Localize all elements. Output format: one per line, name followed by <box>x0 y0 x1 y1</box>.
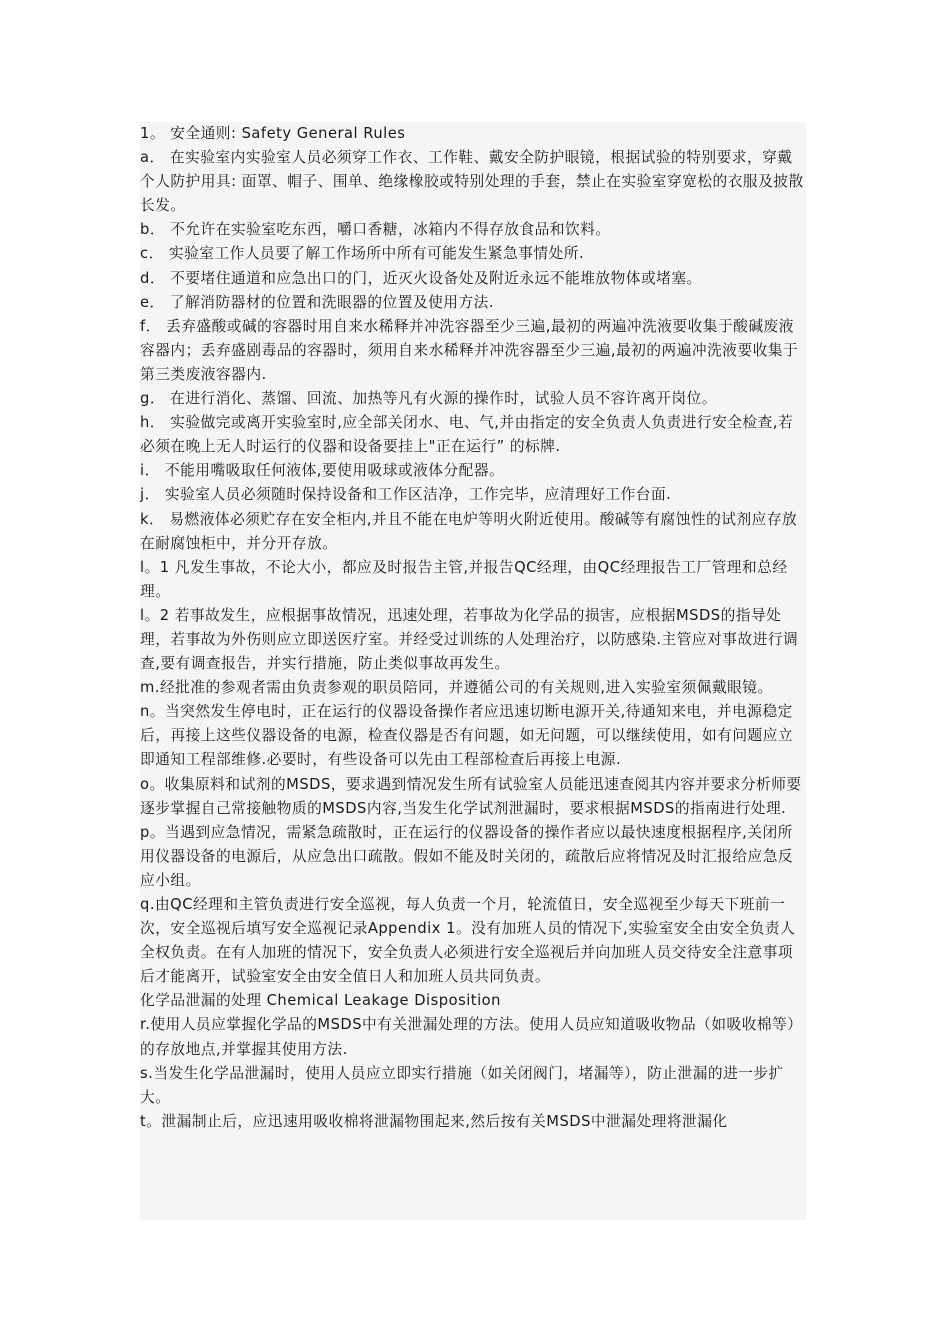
document-text-block <box>140 122 806 1220</box>
rule-d: d． 不要堵住通道和应急出口的门，近灭火设备处及附近永远不能堆放物体或堵塞。 <box>140 269 702 287</box>
rule-a: a． 在实验室内实验室人员必须穿工作衣、工作鞋、戴安全防护眼镜，根据试验的特别要求，穿戴个人防护用具: 面罩、帽子、围单、绝缘橡胶或特别处理的手套，禁止在实验室穿宽松的衣服及披散长发。 <box>140 149 804 215</box>
rule-h: h． 实验做完或离开实验室时,应全部关闭水、电、气,并由指定的安全负责人负责进行安全检查,若必须在晚上无人时运行的仪器和设备要挂上"正在运行” 的标牌. <box>140 414 794 456</box>
section-heading-chemical-leakage: 化学品泄漏的处理 Chemical Leakage Disposition <box>140 992 501 1010</box>
rule-i: i． 不能用嘴吸取任何液体,要使用吸球或液体分配器。 <box>140 462 505 480</box>
rule-l2: l。2 若事故发生，应根据事故情况，迅速处理，若事故为化学品的损害，应根据MSDS的指导处理，若事故为外伤则应立即送医疗室。并经受过训练的人处理治疗，以防感染.主管应对事故进行调查,要有调查报告，并实行措施，防止类似事故再发生。 <box>140 606 799 673</box>
rule-t: t。泄漏制止后，应迅速用吸收棉将泄漏物围起来,然后按有关MSDS中泄漏处理将泄漏化 <box>140 1112 728 1130</box>
rule-e: e． 了解消防器材的位置和洗眼器的位置及使用方法. <box>140 293 494 311</box>
rule-s: s.当发生化学品泄漏时，使用人员应立即实行措施（如关闭阀门，堵漏等），防止泄漏的进一步扩大。 <box>140 1064 784 1106</box>
rule-p: p。当遇到应急情况，需紧急疏散时，正在运行的仪器设备的操作者应以最快速度根据程序,关闭所用仪器设备的电源后，从应急出口疏散。假如不能及时关闭的，疏散后应将情况及时汇报给应急反应小组。 <box>140 823 794 889</box>
rule-n: n。当突然发生停电时，正在运行的仪器设备操作者应迅速切断电源开关,待通知来电，并电源稳定后，再接上这些仪器设备的电源，检查仪器是否有问题，如无问题，可以继续使用，如有问题应立即通知工程部维修.必要时，有些设备可以先由工程部检查后再接上电源. <box>140 703 794 769</box>
rule-o: o。收集原料和试剂的MSDS，要求遇到情况发生所有试验室人员能迅速查阅其内容并要求分析师要逐步掌握自己常接触物质的MSDS内容,当发生化学试剂泄漏时，要求根据MSDS的指南进行处理. <box>140 775 802 817</box>
section-heading-safety-rules: 1。 安全通则: Safety General Rules <box>140 125 406 142</box>
rule-b: b． 不允许在实验室吃东西，嚼口香糖，冰箱内不得存放食品和饮料。 <box>140 221 611 239</box>
rule-m: m.经批准的参观者需由负责参观的职员陪同，并遵循公司的有关规则,进入实验室须佩戴眼镜。 <box>140 679 773 697</box>
rule-q: q.由QC经理和主管负责进行安全巡视，每人负责一个月，轮流值日，安全巡视至少每天下班前一次，安全巡视后填写安全巡视记录Appendix 1。没有加班人员的情况下,实验室安全由安全负责人全权负责。在有人加班的情况下，安全负责人必须进行安全巡视后并向加班人员交待安全注意事项后才能离开，试验室安全由安全值日人和加班人员共同负责。 <box>140 896 796 986</box>
rule-c: c． 实验室工作人员要了解工作场所中所有可能发生紧急事情处所. <box>140 245 585 263</box>
rule-k: k． 易燃液体必须贮存在安全柜内,并且不能在电炉等明火附近使用。酸碱等有腐蚀性的试剂应存放在耐腐蚀柜中，并分开存放。 <box>140 510 798 552</box>
rule-f: f． 丢弃盛酸或碱的容器时用自来水稀释并冲洗容器至少三遍,最初的两遍冲洗液要收集于酸碱废液容器内；丢弃盛剧毒品的容器时，须用自来水稀释并冲洗容器至少三遍,最初的两遍冲洗液要收集于第三类废液容器内. <box>140 317 799 383</box>
rule-j: j． 实验室人员必须随时保持设备和工作区洁净，工作完毕，应清理好工作台面. <box>140 486 672 504</box>
rule-g: g． 在进行消化、蒸馏、回流、加热等凡有火源的操作时，试验人员不容许离开岗位。 <box>140 390 717 408</box>
rule-l1: l。1 凡发生事故，不论大小，都应及时报告主管,并报告QC经理，由QC经理报告工厂管理和总经理。 <box>140 558 788 600</box>
rule-r: r.使用人员应掌握化学品的MSDS中有关泄漏处理的方法。使用人员应知道吸收物品（如吸收棉等）的存放地点,并掌握其使用方法. <box>140 1016 803 1058</box>
